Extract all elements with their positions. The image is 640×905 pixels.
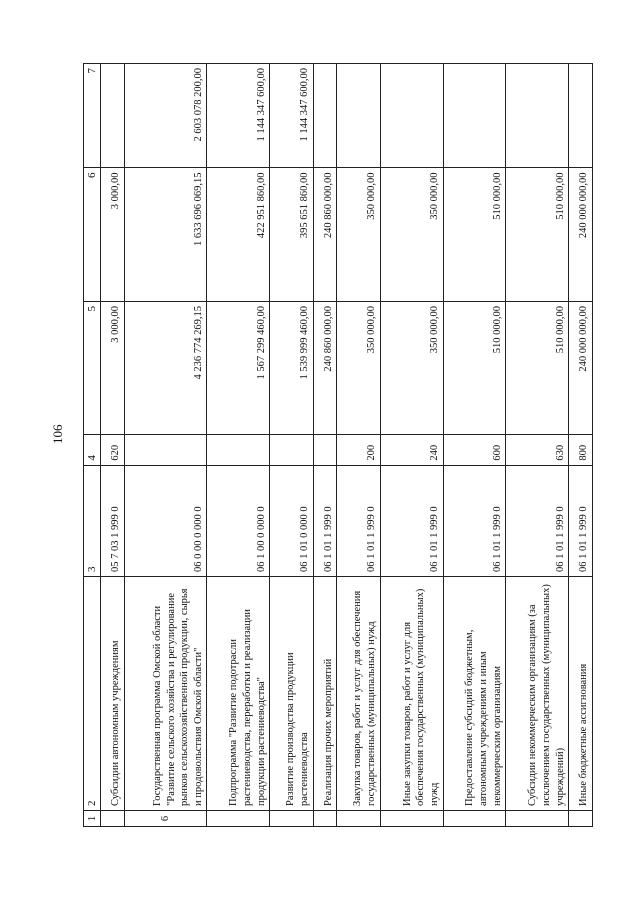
row-code: 06 1 01 1 999 0: [337, 465, 380, 576]
row-value-6: 350 000,00: [380, 168, 443, 302]
row-value-6: 1 633 696 069,15: [125, 168, 207, 302]
row-value-5: 4 236 774 269,15: [125, 301, 207, 435]
table-row: [125, 64, 207, 827]
table-row: [270, 64, 313, 827]
row-expense-type: 240: [380, 435, 443, 465]
row-expense-type: 600: [443, 435, 506, 465]
budget-table: [83, 63, 593, 827]
row-value-6: 422 951 860,00: [207, 168, 270, 302]
row-value-6: 240 860 000,00: [313, 168, 337, 302]
row-name: Подпрограмма "Развитие подотрасли растениеводства, переработки и реализации продукции растениеводства": [207, 577, 270, 811]
row-name: Реализация прочих мероприятий: [313, 577, 337, 811]
row-value-5: 240 000 000,00: [569, 301, 593, 435]
row-name: Предоставление субсидий бюджетным, автономным учреждениям и иным некоммерческим организациям: [443, 577, 506, 811]
row-number: [207, 810, 270, 826]
row-value-5: 510 000,00: [443, 301, 506, 435]
row-expense-type: 620: [101, 435, 125, 465]
row-value-7: [313, 64, 337, 168]
table-row: [380, 64, 443, 827]
row-expense-type: [313, 435, 337, 465]
row-value-6: 350 000,00: [337, 168, 380, 302]
row-number: [380, 810, 443, 826]
table-row: [443, 64, 506, 827]
row-value-5: 510 000,00: [506, 301, 569, 435]
row-value-7: 2 603 078 200,00: [125, 64, 207, 168]
row-number: [443, 810, 506, 826]
header-col-4: 4: [84, 435, 101, 465]
row-name: Субсидии некоммерческим организациям (за исключением государственных (муниципальных) учреждений): [506, 577, 569, 811]
header-col-6: 6: [84, 168, 101, 302]
row-expense-type: [125, 435, 207, 465]
header-col-3: 3: [84, 465, 101, 576]
row-number: 6: [125, 810, 207, 826]
header-col-7: 7: [84, 64, 101, 168]
row-value-5: 350 000,00: [380, 301, 443, 435]
page-number: 106: [50, 424, 65, 444]
table-row: [569, 64, 593, 827]
row-name: Государственная программа Омской области "Развитие сельского хозяйства и регулирование рынков сельскохозяйственной продукции, сырья и продовольствия Омской области": [125, 577, 207, 811]
row-value-7: 1 144 347 600,00: [207, 64, 270, 168]
header-row: [84, 64, 101, 827]
table-row: [313, 64, 337, 827]
row-name: Иные бюджетные ассигнования: [569, 577, 593, 811]
row-code: 06 0 00 0 000 0: [125, 465, 207, 576]
row-value-7: [569, 64, 593, 168]
header-col-1: 1: [84, 810, 101, 826]
row-value-6: 395 651 860,00: [270, 168, 313, 302]
row-expense-type: 630: [506, 435, 569, 465]
row-code: 06 1 00 0 000 0: [207, 465, 270, 576]
header-col-2: 2: [84, 577, 101, 811]
row-expense-type: 800: [569, 435, 593, 465]
rotated-table-container: [83, 63, 593, 827]
header-col-5: 5: [84, 301, 101, 435]
table-row: [506, 64, 569, 827]
row-value-5: 1 567 299 460,00: [207, 301, 270, 435]
row-value-7: [443, 64, 506, 168]
row-number: [313, 810, 337, 826]
row-name: Иные закупки товаров, работ и услуг для обеспечения государственных (муниципальных) нужд: [380, 577, 443, 811]
row-expense-type: [270, 435, 313, 465]
row-code: 06 1 01 1 999 0: [506, 465, 569, 576]
row-code: 06 1 01 1 999 0: [313, 465, 337, 576]
row-expense-type: 200: [337, 435, 380, 465]
row-value-6: 240 000 000,00: [569, 168, 593, 302]
row-value-6: 510 000,00: [443, 168, 506, 302]
row-value-5: 240 860 000,00: [313, 301, 337, 435]
row-value-7: [337, 64, 380, 168]
row-value-6: 510 000,00: [506, 168, 569, 302]
table-row: [101, 64, 125, 827]
row-name: Субсидии автономным учреждениям: [101, 577, 125, 811]
table-row: [207, 64, 270, 827]
row-code: 06 1 01 1 999 0: [443, 465, 506, 576]
row-name: Закупка товаров, работ и услуг для обеспечения государственных (муниципальных) нужд: [337, 577, 380, 811]
row-number: [569, 810, 593, 826]
row-value-5: 1 539 999 460,00: [270, 301, 313, 435]
row-value-7: 1 144 347 600,00: [270, 64, 313, 168]
row-number: [270, 810, 313, 826]
row-number: [337, 810, 380, 826]
row-code: 06 1 01 0 000 0: [270, 465, 313, 576]
row-value-5: 350 000,00: [337, 301, 380, 435]
row-number: [101, 810, 125, 826]
row-code: 06 1 01 1 999 0: [569, 465, 593, 576]
row-value-6: 3 000,00: [101, 168, 125, 302]
row-value-5: 3 000,00: [101, 301, 125, 435]
row-code: 05 7 03 1 999 0: [101, 465, 125, 576]
row-value-7: [101, 64, 125, 168]
row-code: 06 1 01 1 999 0: [380, 465, 443, 576]
row-value-7: [506, 64, 569, 168]
table-row: [337, 64, 380, 827]
row-expense-type: [207, 435, 270, 465]
row-number: [506, 810, 569, 826]
row-name: Развитие производства продукции растениеводства: [270, 577, 313, 811]
row-value-7: [380, 64, 443, 168]
